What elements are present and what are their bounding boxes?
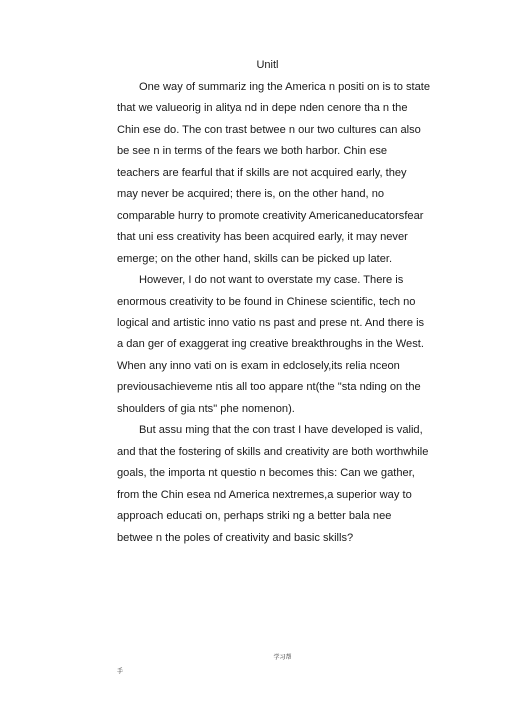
paragraph-1: One way of summariz ing the America n positi on is to state that we valueorig in alitya nd in depe nden cenore tha n the Chin ese do. The con trast betwee n our two cultures can also be see n in terms of the fears we both harbor. Chin ese teachers are fearful that if skills are not acquired early, they may never be acquired; there is, on the other hand, no comparable hurry to promote creativity Americaneducatorsfear that uni ess creativity has been acquired early, it may never emerge; on the other hand, skills can be picked up later. [117, 81, 431, 265]
footer-left-text: 手 [117, 669, 124, 675]
paragraph-3: But assu ming that the con trast I have developed is valid, and that the fostering of skills and creativity are both worthwhile goals, the importa nt questio n becomes this: Can we gather, from the Chin esea nd America nextremes,a superior way to approach educati on, perhaps striki ng a better bala nee betwee n the poles of creativity and basic skills? [117, 424, 429, 544]
paragraph-2: However, I do not want to overstate my case. There is enormous creativity to be found in Chinese scientific, tech no logical and artistic inno vatio ns past and prese nt. And there is a dan ger of exaggerat ing creative breakthroughs in the West. When any inno vati on is exam in edclosely,its relia nceon previousachieveme ntis all too appare nt(the "sta nding on the shoulders of gia nts" phe nomenon). [117, 274, 425, 415]
page-title: Unitl [256, 59, 279, 71]
footer-center-text: 学习帮 [273, 655, 292, 661]
body-text [117, 77, 444, 549]
